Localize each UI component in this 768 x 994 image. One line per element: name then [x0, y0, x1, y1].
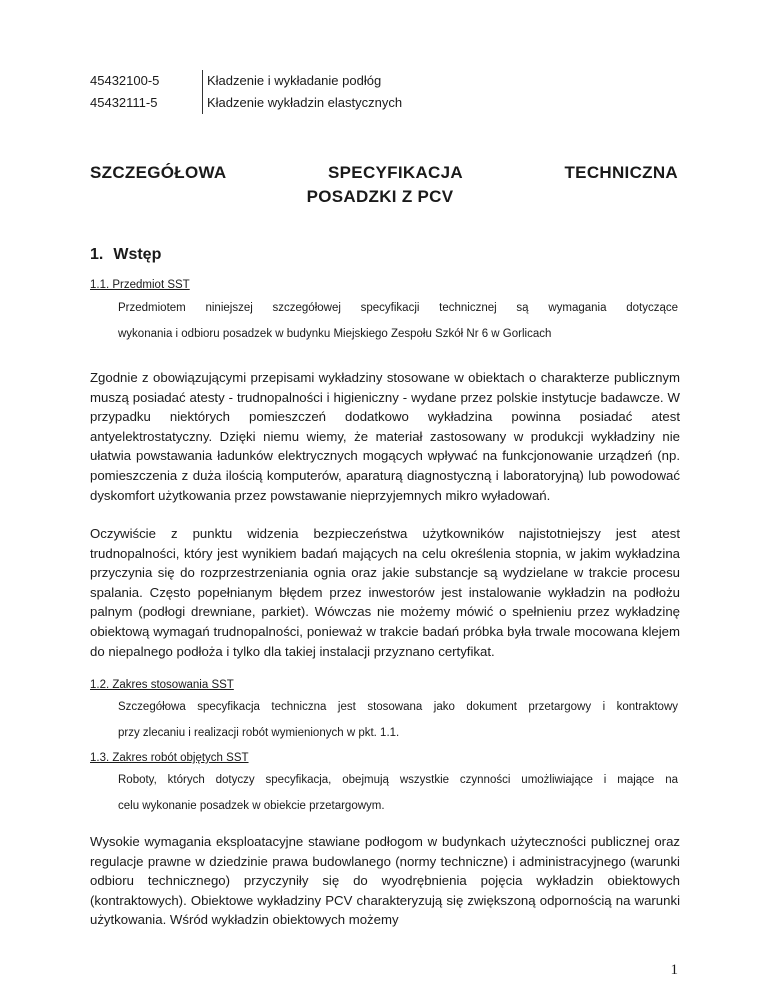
subsection-heading-1-1: 1.1. Przedmiot SST — [90, 279, 190, 291]
title-word-2: SPECYFIKACJA — [328, 163, 463, 182]
cpv-description: Kładzenie i wykładanie podłóg — [202, 70, 381, 92]
subsection-body-1-1 — [118, 295, 678, 347]
subsection-body-1-2 — [118, 694, 678, 746]
paragraph-trudnopalnosc: Oczywiście z punktu widzenia bezpieczeństwa użytkowników najistotniejszy jest atest trudnopalności, który jest wynikiem badań mających na celu określenia stopnia, w jakim wykładzina przyczynia się do rozprzestrzeniania ognia oraz jakie substancje są wydzielane w trakcie procesu spalania. Często popełnianym błędem przez inwestorów jest instalowanie wykładzin na podłożu palnym (podłogi drewniane, parkiet). Wówczas nie możemy mówić o spełnieniu przez wykładzinę obiektową wymagań trudnopalności, ponieważ w trakcie badań próbka była trwale mocowana klejem do niepalnego podłoża i tylko dla takiej instalacji przyznano certyfikat. — [90, 526, 680, 659]
paragraph-atesty: Zgodnie z obowiązującymi przepisami wykładziny stosowane w obiektach o charakterze publicznym muszą posiadać atesty - trudnopalności i higieniczny - wydane przez polskie instytucje badawcze. W przypadku niektórych pomieszczeń dodatkowo wykładzina powinna posiadać atest antyelektrostatyczny. Dzięki niemu wiemy, że materiał zastosowany w produkcji wykładziny nie ułatwia powstawania ładunków elektrycznych mogących wpływać na funkcjonowanie urządzeń (np. pomieszczenia z duża ilością komputerów, aparaturą diagnostyczną i laboratoryjną) lub powodować dyskomfort użytkowania przez powstawanie nieprzyjemnych mikro wyładowań. — [90, 370, 680, 503]
page-number: 1 — [670, 962, 678, 978]
body-line: Roboty, których dotyczy specyfikacja, obejmują wszystkie czynności umożliwiające i mające na — [118, 774, 678, 786]
cpv-description: Kładzenie wykładzin elastycznych — [202, 92, 402, 114]
subsection-heading-1-3: 1.3. Zakres robót objętych SST — [90, 752, 249, 764]
section-heading-1 — [90, 246, 161, 264]
section-label: Wstęp — [113, 246, 162, 263]
body-line: Szczegółowa specyfikacja techniczna jest stosowana jako dokument przetargowy i kontraktowy — [118, 701, 678, 713]
document-title — [90, 163, 678, 207]
body-line: przy zlecaniu i realizacji robót wymienionych w pkt. 1.1. — [118, 727, 400, 739]
cpv-row — [90, 92, 402, 114]
subsection-heading-1-2: 1.2. Zakres stosowania SST — [90, 679, 234, 691]
body-line: wykonania i odbioru posadzek w budynku Miejskiego Zespołu Szkół Nr 6 w Gorlicach — [118, 328, 552, 340]
cpv-row — [90, 70, 402, 92]
paragraph-wykladziny-obiektowe: Wysokie wymagania eksploatacyjne stawiane podłogom w budynkach użyteczności publicznej oraz regulacje prawne w dziedzinie prawa budowlanego (normy techniczne) i administracyjnego (warunki odbioru technicznego) przyczyniły się do wyodrębnienia pojęcia wykładzin obiektowych (kontraktowych). Obiektowe wykładziny PCV charakteryzują się zwiększoną odpornością na warunki użytkowania. Wśród wykładzin obiektowych możemy — [90, 834, 680, 928]
section-number: 1. — [90, 246, 104, 263]
subsection-body-1-3 — [118, 767, 678, 819]
title-word-3: TECHNICZNA — [564, 163, 678, 182]
cpv-code: 45432111-5 — [90, 95, 158, 110]
body-line: Przedmiotem niniejszej szczegółowej specyfikacji technicznej są wymagania dotyczące — [118, 302, 678, 314]
cpv-code: 45432100-5 — [90, 73, 160, 88]
title-word-1: SZCZEGÓŁOWA — [90, 163, 227, 182]
body-line: celu wykonanie posadzek w obiekcie przetargowym. — [118, 800, 385, 812]
cpv-codes — [90, 70, 402, 114]
document-subtitle: POSADZKI Z PCV — [306, 187, 454, 206]
